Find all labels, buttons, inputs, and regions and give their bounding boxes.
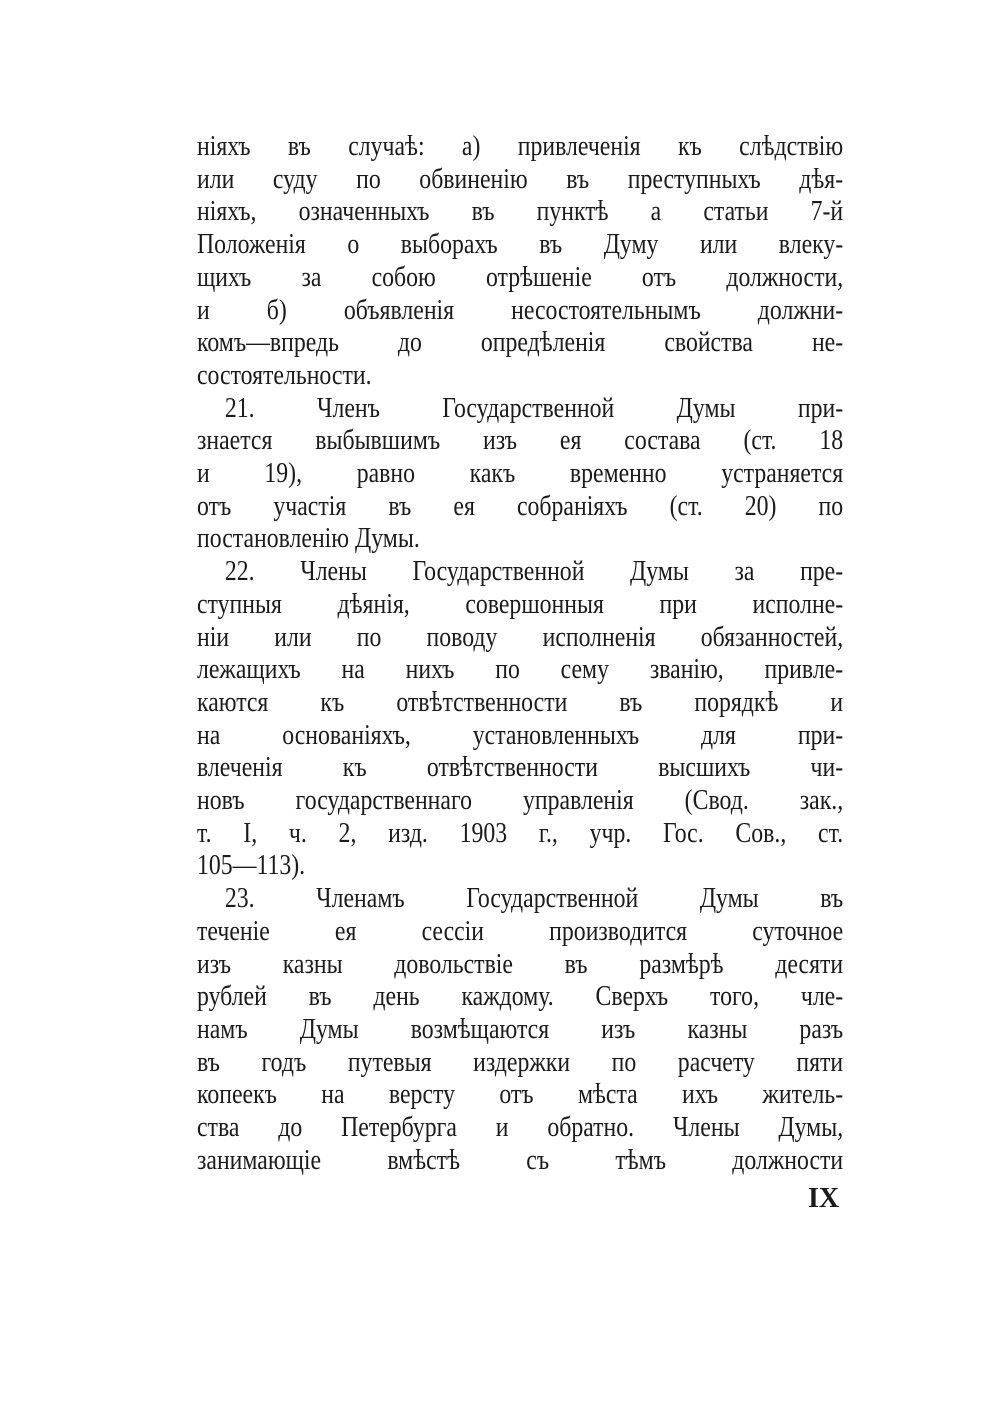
- text-line: Положенія о выборахъ въ Думу или влеку-: [197, 228, 844, 261]
- text-line: на основаніяхъ, установленныхъ для при-: [197, 718, 844, 751]
- text-line: отъ участія въ ея собраніяхъ (ст. 20) по: [197, 489, 844, 522]
- text-line: каются къ отвѣтственности въ порядкѣ и: [197, 685, 844, 718]
- text-line: влеченія къ отвѣтственности высшихъ чи-: [197, 751, 844, 784]
- text-line: постановленію Думы.: [197, 522, 420, 555]
- text-line: 23. Членамъ Государственной Думы въ: [224, 882, 844, 915]
- text-line: 105—113).: [197, 849, 306, 882]
- text-line: состоятельности.: [197, 358, 372, 391]
- text-line: т. I, ч. 2, изд. 1903 г., учр. Гос. Сов., ст.: [197, 816, 844, 849]
- text-line: 22. Члены Государственной Думы за пре-: [224, 555, 844, 588]
- text-line: ніяхъ въ случаѣ: а) привлеченія къ слѣдствію: [197, 130, 844, 162]
- text-line: ніи или по поводу исполненія обязанностей,: [197, 620, 844, 653]
- text-line: изъ казны довольствіе въ размѣрѣ десяти: [197, 947, 844, 980]
- text-line: или суду по обвиненію въ преступныхъ дѣя-: [197, 162, 844, 195]
- text-line: ніяхъ, означенныхъ въ пунктѣ а статьи 7-й: [197, 195, 844, 228]
- text-line: и 19), равно какъ временно устраняется: [197, 457, 844, 489]
- page-number: IX: [808, 1183, 840, 1214]
- text-line: новъ государственнаго управленія (Свод. зак.,: [197, 784, 844, 816]
- text-line: и б) объявленія несостоятельнымъ должни-: [197, 293, 844, 326]
- text-line: знается выбывшимъ изъ ея состава (ст. 18: [197, 424, 844, 457]
- text-line: намъ Думы возмѣщаются изъ казны разъ: [197, 1012, 844, 1045]
- text-line: рублей въ день каждому. Сверхъ того, чле-: [197, 980, 844, 1013]
- text-line: копеекъ на версту отъ мѣста ихъ житель-: [197, 1078, 844, 1111]
- text-line: щихъ за собою отрѣшеніе отъ должности,: [197, 260, 844, 293]
- text-line: ства до Петербурга и обратно. Члены Думы,: [197, 1111, 844, 1143]
- text-line: занимающіе вмѣстѣ съ тѣмъ должности: [197, 1143, 844, 1176]
- text-line: лежащихъ на нихъ по сему званію, привле-: [197, 653, 844, 686]
- text-line: 21. Членъ Государственной Думы при-: [224, 391, 844, 424]
- text-line: комъ—впредь до опредѣленія свойства не-: [197, 326, 844, 359]
- text-line: теченіе ея сессіи производится суточное: [197, 914, 844, 947]
- text-line: въ годъ путевыя издержки по расчету пяти: [197, 1045, 844, 1078]
- text-line: ступныя дѣянія, совершонныя при исполне-: [197, 587, 844, 620]
